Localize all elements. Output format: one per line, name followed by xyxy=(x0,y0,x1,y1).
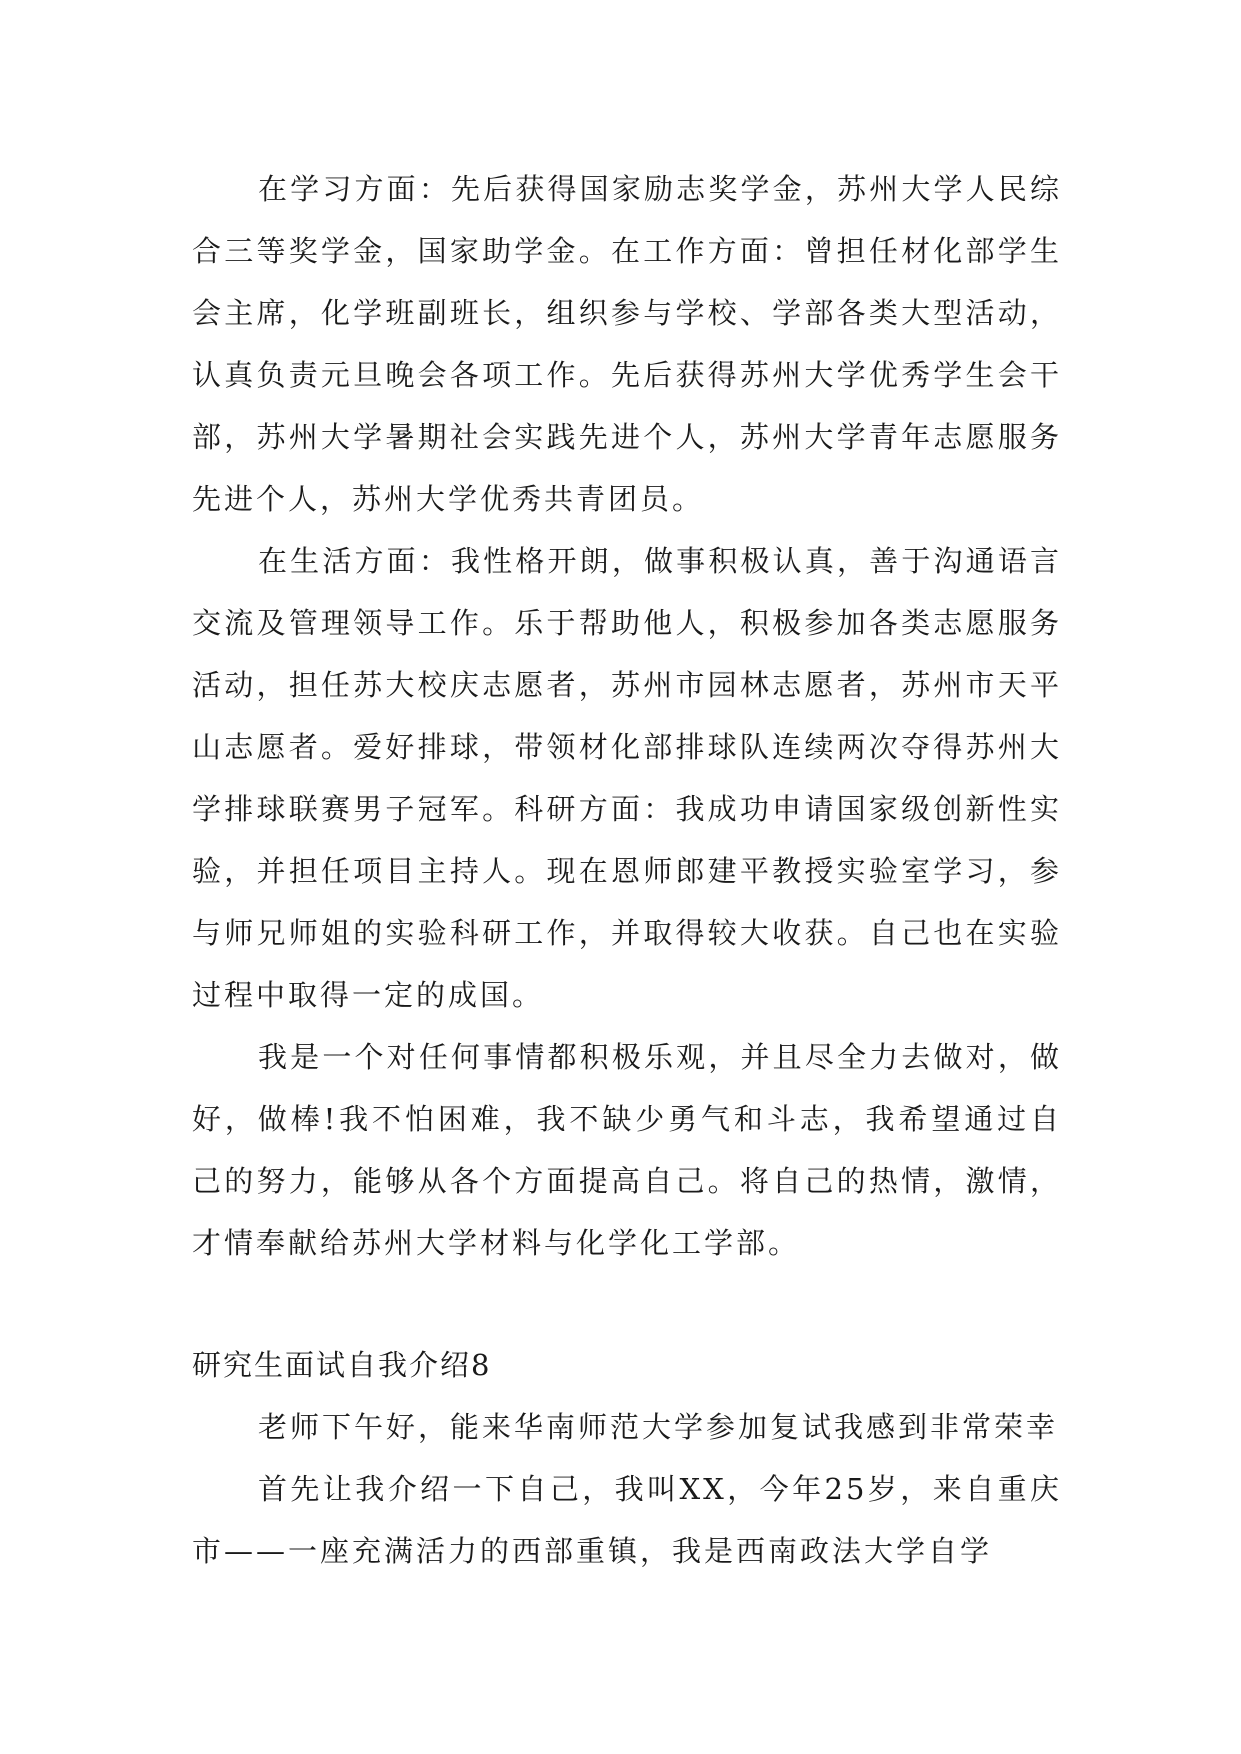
section-title: 研究生面试自我介绍8 xyxy=(192,1348,492,1382)
paragraph-life-research: 在生活方面：我性格开朗，做事积极认真，善于沟通语言交流及管理领导工作。乐于帮助他人，积极参加各类志愿服务活动，担任苏大校庆志愿者，苏州市园林志愿者，苏州市天平山志愿者。爱好排球，带领材化部排球队连续两次夺得苏州大学排球联赛男子冠军。科研方面：我成功申请国家级创新性实验，并担任项目主持人。现在恩师郎建平教授实验室学习，参与师兄师姐的实验科研工作，并取得较大收获。自己也在实验过程中取得一定的成国。 xyxy=(192,544,1062,1012)
paragraph-attitude: 我是一个对任何事情都积极乐观，并且尽全力去做对，做好，做棒!我不怕困难，我不缺少勇气和斗志，我希望通过自己的努力，能够从各个方面提高自己。将自己的热情，激情，才情奉献给苏州大学材料与化学化工学部。 xyxy=(192,1040,1062,1260)
paragraph-study-work: 在学习方面：先后获得国家励志奖学金，苏州大学人民综合三等奖学金，国家助学金。在工作方面：曾担任材化部学生会主席，化学班副班长，组织参与学校、学部各类大型活动，认真负责元旦晚会各项工作。先后获得苏州大学优秀学生会干部，苏州大学暑期社会实践先进个人，苏州大学青年志愿服务先进个人，苏州大学优秀共青团员。 xyxy=(192,172,1062,516)
document-body xyxy=(192,158,1062,1582)
paragraph-greeting: 老师下午好，能来华南师范大学参加复试我感到非常荣幸 xyxy=(258,1410,1059,1444)
section-spacer xyxy=(192,1274,1062,1334)
paragraph-introduction: 首先让我介绍一下自己，我叫XX，今年25岁，来自重庆市——一座充满活力的西部重镇，我是西南政法大学自学 xyxy=(192,1472,1062,1568)
